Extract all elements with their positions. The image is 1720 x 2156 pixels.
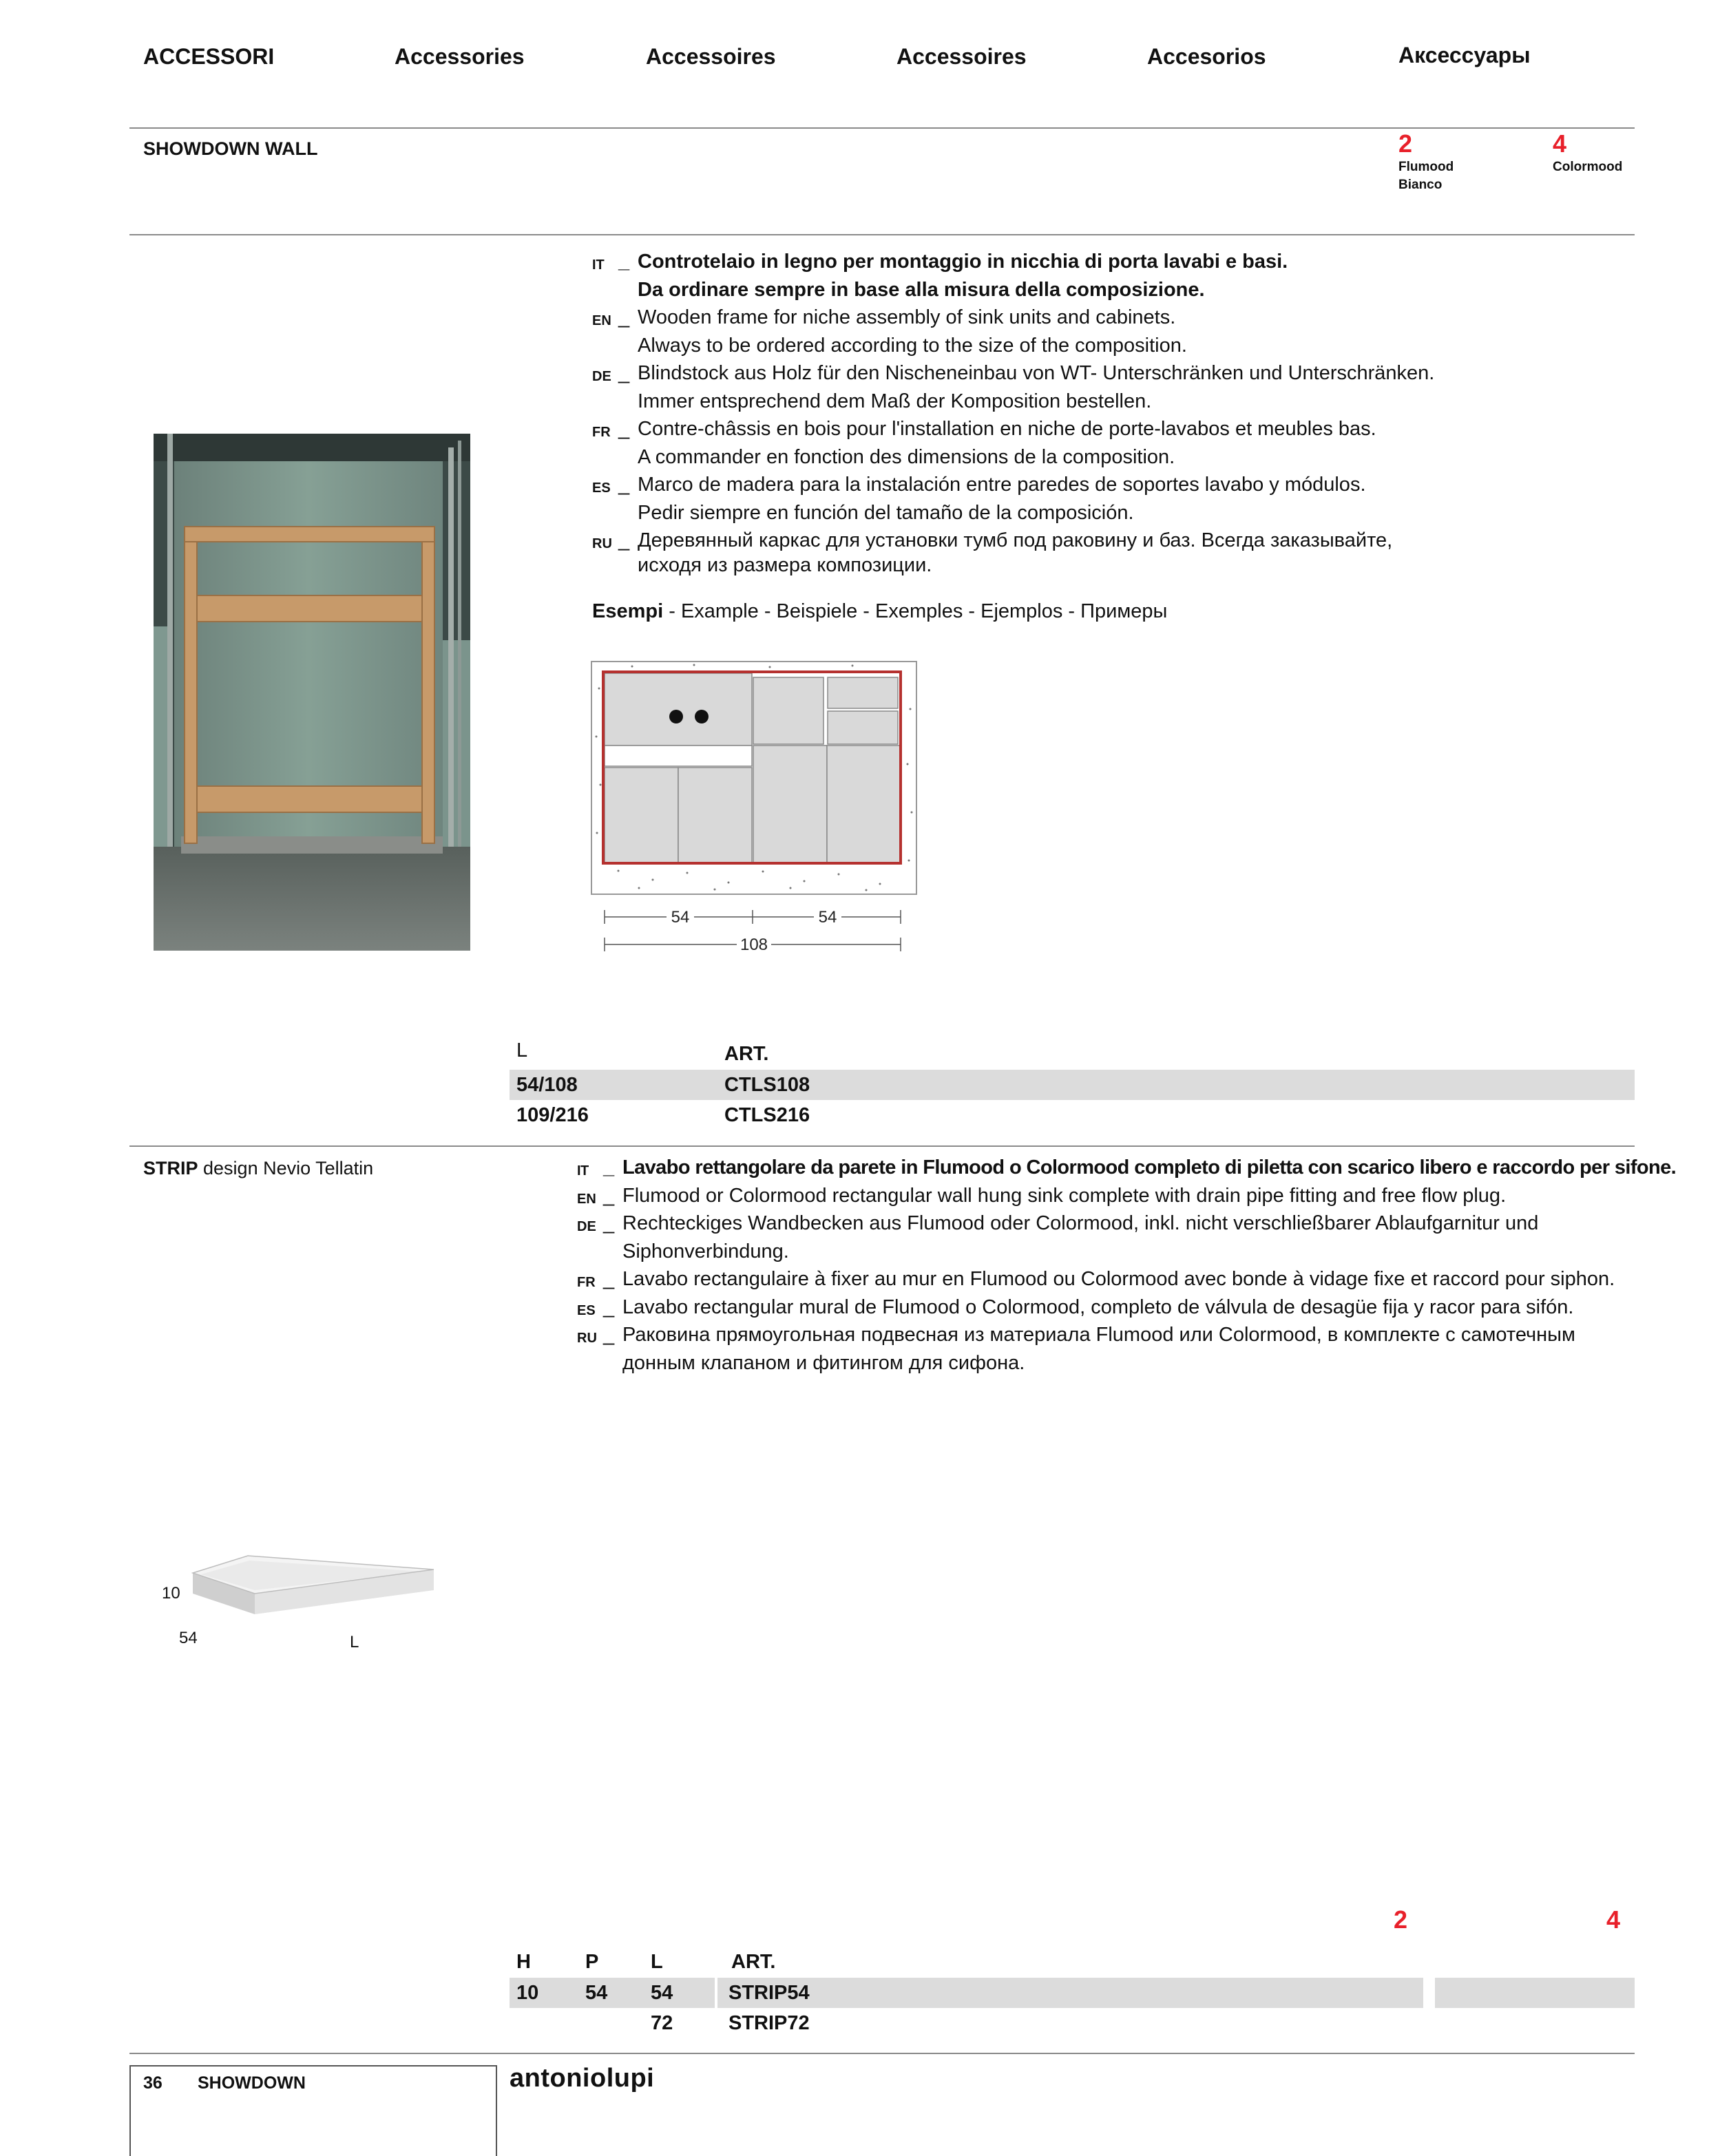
cell-art: CTLS108 bbox=[724, 1074, 810, 1096]
page-number: 36 bbox=[143, 2073, 162, 2093]
footer-box bbox=[129, 2065, 497, 2156]
description-strip bbox=[577, 1154, 1676, 1377]
separator: _ bbox=[603, 1212, 615, 1234]
desc-es: Lavabo rectangular mural de Flumood o Colormood, completo de válvula de desagüe fija y racor para sifón. bbox=[622, 1296, 1574, 1318]
separator: _ bbox=[603, 1184, 615, 1207]
table-row bbox=[510, 1070, 1635, 1100]
cell-art: CTLS216 bbox=[724, 1104, 810, 1126]
desc-fr: Lavabo rectangulaire à fixer au mur en Flumood ou Colormood avec bonde à vidage fixe et raccord pour siphon. bbox=[622, 1268, 1615, 1290]
desc-ru: Деревянный каркас для установки тумб под раковину и баз. Всегда заказывайте, bbox=[638, 529, 1393, 551]
separator: _ bbox=[618, 529, 630, 551]
table-header-p: P bbox=[585, 1951, 599, 1973]
desc-it: Lavabo rettangolare da parete in Flumood o Colormood completo di piletta con scarico libero e raccordo per sifone. bbox=[622, 1156, 1677, 1179]
divider bbox=[129, 1145, 1635, 1147]
collection-name: SHOWDOWN bbox=[198, 2073, 306, 2093]
lang-code: IT bbox=[577, 1163, 589, 1179]
desc-de: Immer entsprechend dem Maß der Komposition bestellen. bbox=[638, 390, 1152, 412]
desc-de: Rechteckiges Wandbecken aus Flumood oder Colormood, inkl. nicht verschließbarer Ablaufgarnitur und bbox=[622, 1212, 1539, 1234]
desc-en: Wooden frame for niche assembly of sink units and cabinets. bbox=[638, 306, 1176, 328]
examples-label: Esempi bbox=[592, 600, 664, 622]
separator: _ bbox=[618, 362, 630, 384]
tab-accessoires-de[interactable]: Accessoires bbox=[646, 44, 776, 69]
desc-fr: A commander en fonction des dimensions de la composition. bbox=[638, 445, 1175, 468]
separator: _ bbox=[618, 418, 630, 440]
finish-code-flumood bbox=[1398, 129, 1454, 194]
lang-code: RU bbox=[577, 1331, 597, 1346]
finish-code-number: 2 bbox=[1394, 1905, 1408, 1934]
finish-code-number: 4 bbox=[1553, 129, 1567, 158]
separator: _ bbox=[618, 251, 630, 273]
dim-label: 108 bbox=[740, 936, 768, 954]
finish-code-label: Colormood bbox=[1553, 160, 1623, 174]
desc-de: Siphonverbindung. bbox=[622, 1240, 789, 1262]
lang-code: EN bbox=[577, 1191, 596, 1207]
brand-logo: antoniolupi bbox=[510, 2064, 655, 2093]
designer-credit: design Nevio Tellatin bbox=[198, 1158, 374, 1179]
desc-ru: донным клапаном и фитингом для сифона. bbox=[622, 1351, 1025, 1374]
lang-code: DE bbox=[577, 1219, 596, 1234]
tab-accessoires-fr[interactable]: Accessoires bbox=[896, 44, 1027, 69]
dim-label: 54 bbox=[818, 908, 837, 927]
separator: _ bbox=[603, 1268, 615, 1290]
section-title-showdown-wall: SHOWDOWN WALL bbox=[143, 138, 318, 159]
cell-l: 109/216 bbox=[516, 1104, 589, 1126]
table-header-l: L bbox=[516, 1039, 528, 1061]
separator: _ bbox=[618, 306, 630, 328]
finish-code-label: Bianco bbox=[1398, 178, 1443, 192]
sink-dim-depth: 54 bbox=[179, 1629, 198, 1647]
separator: _ bbox=[603, 1156, 614, 1179]
lang-code: FR bbox=[592, 425, 611, 440]
section-title-strip bbox=[143, 1158, 373, 1179]
description-showdown-wall bbox=[592, 248, 1434, 579]
finish-code-colormood bbox=[1553, 129, 1622, 176]
product-name: STRIP bbox=[143, 1158, 198, 1179]
desc-en: Always to be ordered according to the size of the composition. bbox=[638, 334, 1187, 357]
desc-it: Controtelaio in legno per montaggio in nicchia di porta lavabi e basi. bbox=[638, 251, 1288, 273]
desc-it: Da ordinare sempre in base alla misura della composizione. bbox=[638, 278, 1205, 301]
table-header-h: H bbox=[516, 1951, 531, 1973]
divider bbox=[129, 234, 1635, 235]
cell-art: STRIP54 bbox=[728, 1982, 810, 2004]
finish-code-number: 2 bbox=[1398, 129, 1413, 158]
divider bbox=[129, 127, 1635, 129]
divider bbox=[129, 2053, 1635, 2054]
lang-code: RU bbox=[592, 536, 612, 551]
tab-aksessuary[interactable]: Аксессуары bbox=[1398, 43, 1531, 67]
wooden-frame-photo bbox=[154, 434, 470, 951]
cell-l: 54 bbox=[651, 1982, 673, 2004]
strip-sink-image bbox=[186, 1552, 441, 1642]
tab-accessori[interactable]: ACCESSORI bbox=[143, 44, 275, 69]
table-header-art: ART. bbox=[724, 1043, 769, 1065]
table-header-art: ART. bbox=[731, 1951, 776, 1973]
separator: _ bbox=[603, 1324, 615, 1346]
lang-code: FR bbox=[577, 1275, 596, 1290]
cell-l: 72 bbox=[651, 2012, 673, 2034]
table-row bbox=[510, 1978, 1635, 2008]
cell-l: 54/108 bbox=[516, 1074, 578, 1096]
desc-en: Flumood or Colormood rectangular wall hung sink complete with drain pipe fitting and free flow plug. bbox=[622, 1184, 1507, 1207]
finish-code-number: 4 bbox=[1606, 1905, 1621, 1934]
table-row bbox=[510, 1100, 1635, 1130]
desc-ru: исходя из размера композиции. bbox=[638, 553, 932, 576]
desc-de: Blindstock aus Holz für den Nischeneinbau von WT- Unterschränken und Unterschränken. bbox=[638, 362, 1435, 384]
lang-code: DE bbox=[592, 369, 611, 384]
separator: _ bbox=[603, 1296, 615, 1318]
desc-fr: Contre-châssis en bois pour l'installation en niche de porte-lavabos et meubles bas. bbox=[638, 418, 1376, 440]
composition-diagram bbox=[591, 661, 918, 957]
finish-code-label: Flumood bbox=[1398, 160, 1454, 174]
lang-code: ES bbox=[592, 480, 611, 496]
tab-accesorios[interactable]: Accesorios bbox=[1147, 44, 1266, 69]
table-header-l: L bbox=[651, 1951, 663, 1973]
desc-es: Marco de madera para la instalación entre paredes de soportes lavabo y módulos. bbox=[638, 474, 1366, 496]
cell-h: 10 bbox=[516, 1982, 539, 2004]
cell-p: 54 bbox=[585, 1982, 608, 2004]
examples-heading bbox=[592, 600, 1167, 623]
sink-dim-length: L bbox=[350, 1633, 359, 1651]
cell-art: STRIP72 bbox=[728, 2012, 810, 2034]
table-row bbox=[510, 2008, 1635, 2038]
desc-es: Pedir siempre en función del tamaño de la composición. bbox=[638, 501, 1134, 524]
lang-code: ES bbox=[577, 1302, 596, 1318]
sink-dim-height: 10 bbox=[162, 1584, 180, 1603]
separator: _ bbox=[618, 474, 630, 496]
desc-ru: Раковина прямоугольная подвесная из материала Flumood или Colormood, в комплекте с самотечным bbox=[622, 1324, 1575, 1346]
dim-label: 54 bbox=[671, 908, 690, 927]
examples-languages: - Example - Beispiele - Exemples - Ejemplos - Примеры bbox=[663, 600, 1168, 622]
tab-accessories-en[interactable]: Accessories bbox=[395, 44, 525, 69]
lang-code: EN bbox=[592, 313, 611, 328]
lang-code: IT bbox=[592, 257, 605, 273]
